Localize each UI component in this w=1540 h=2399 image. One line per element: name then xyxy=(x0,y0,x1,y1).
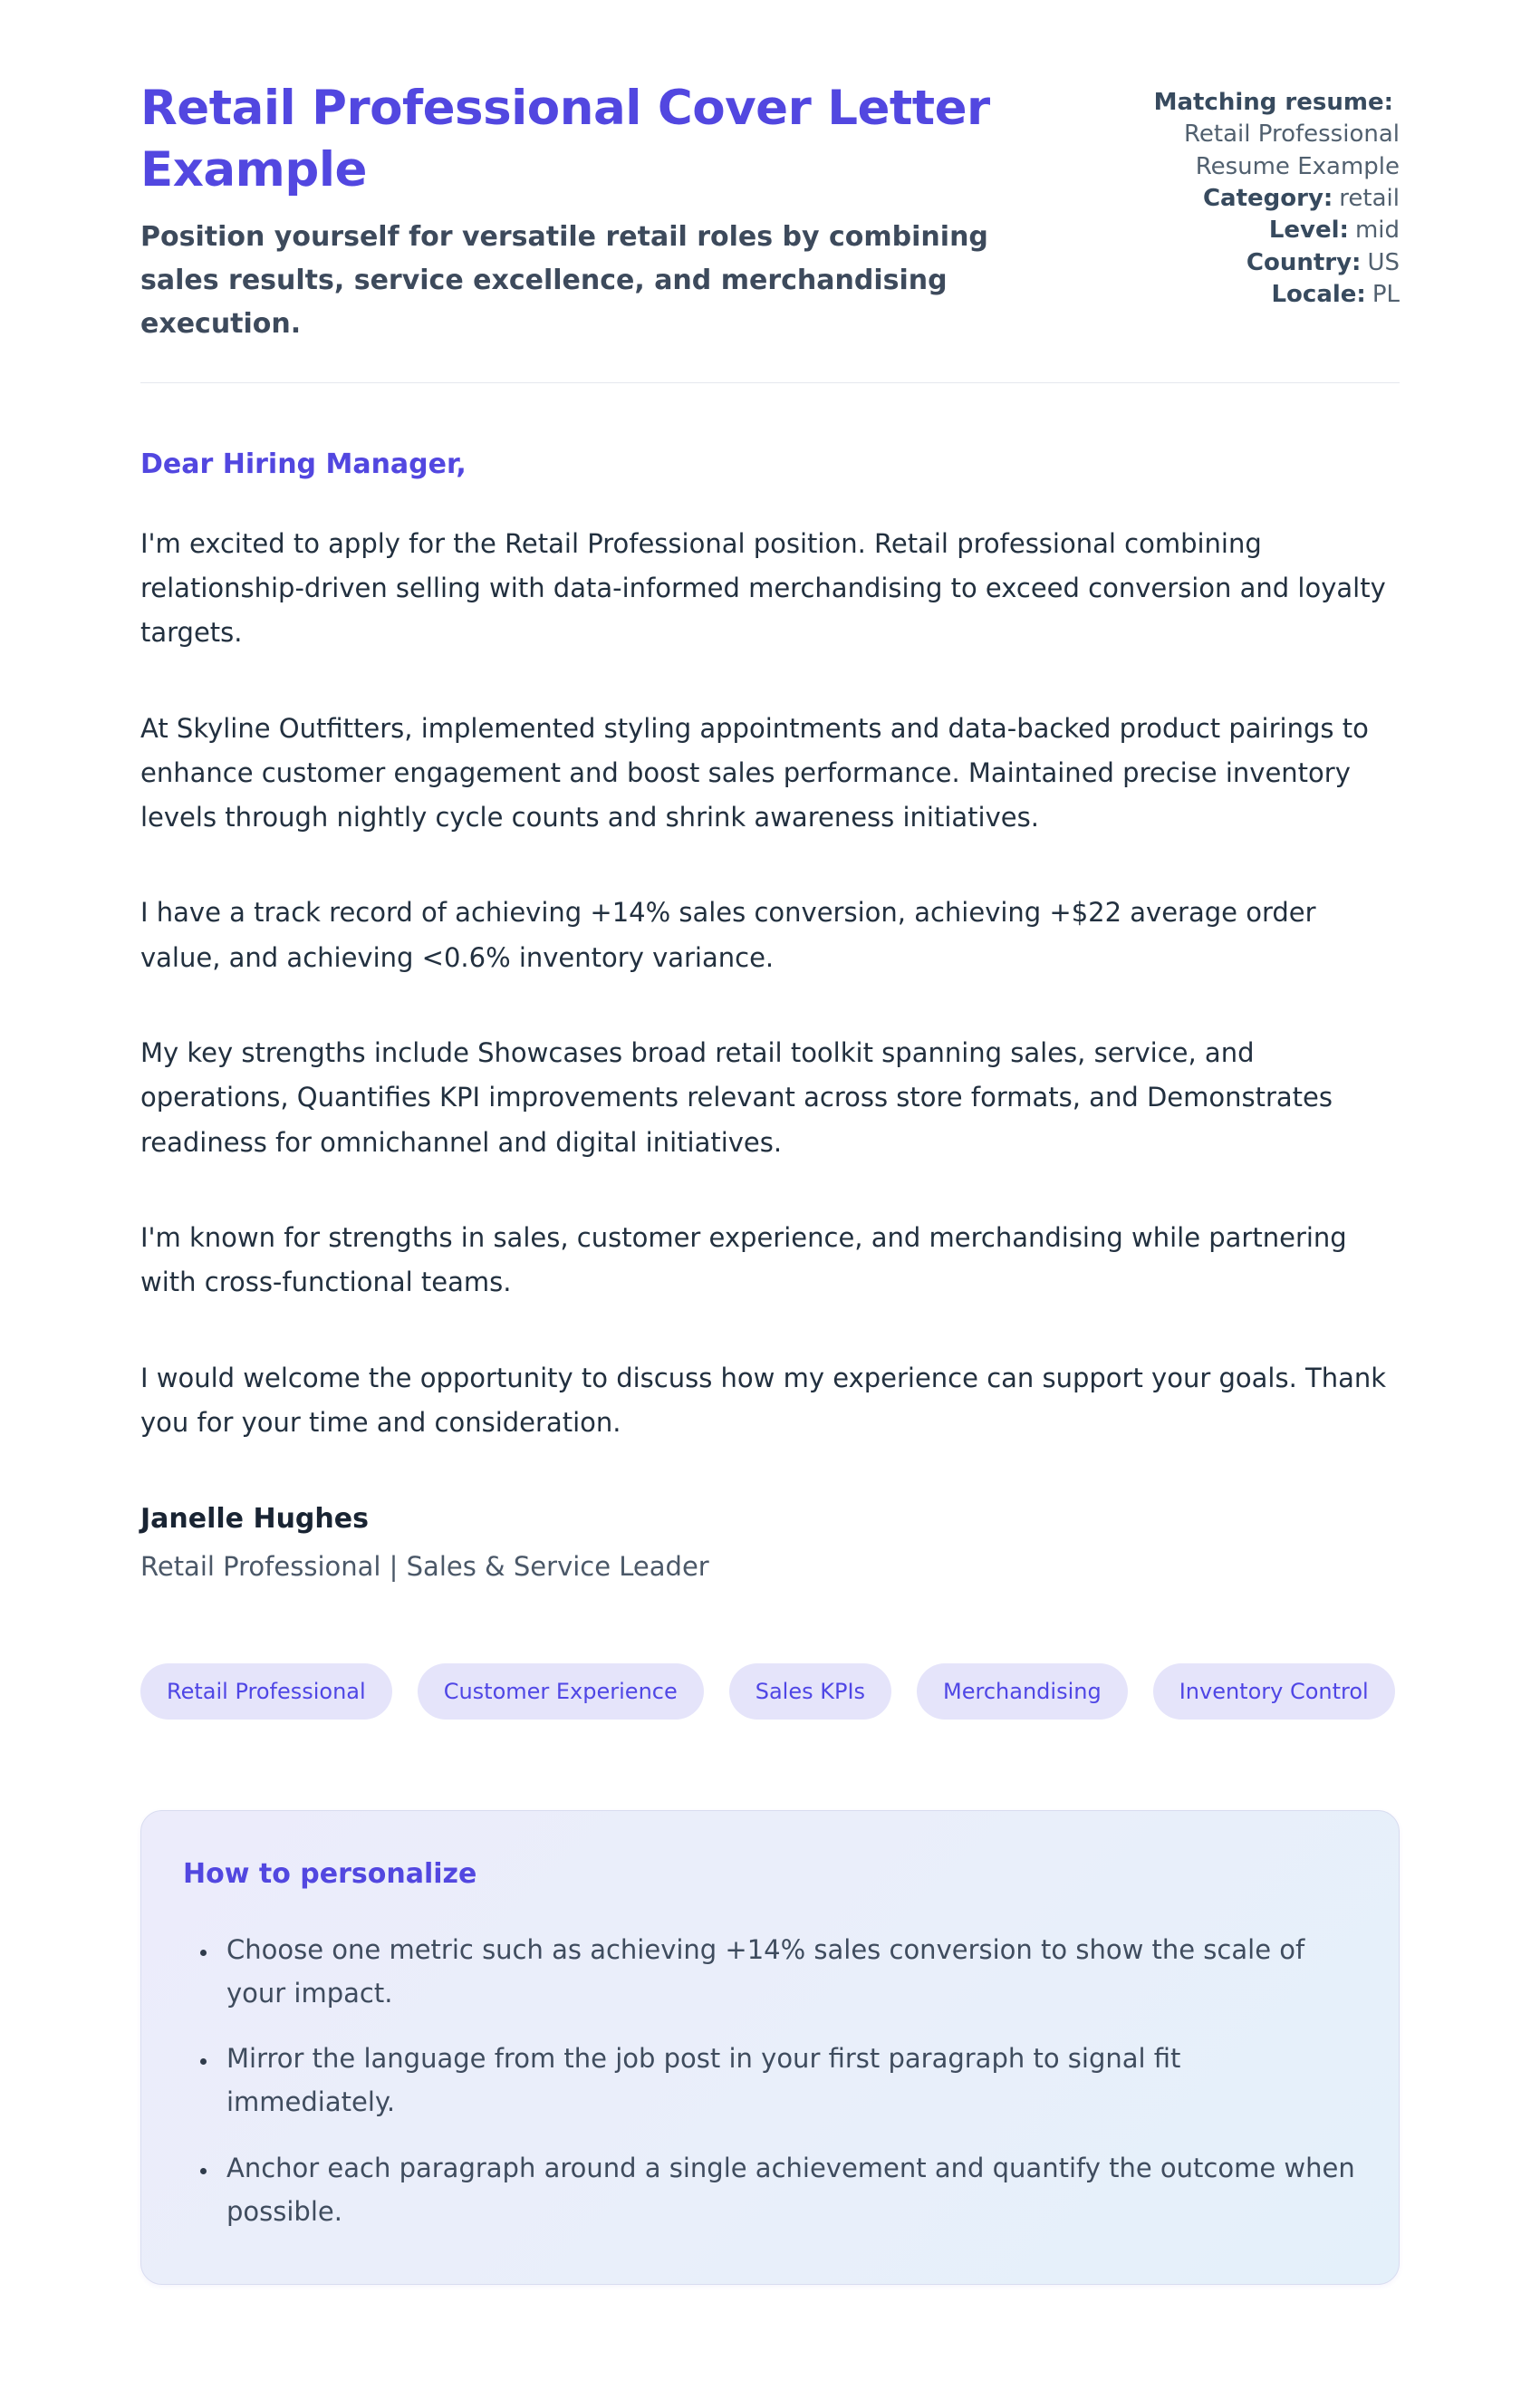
letter-paragraph-2: At Skyline Outfitters, implemented styling appointments and data-backed product pairings to enhance customer engagement and boost sales performance. Maintained precise inventory levels through nightly cycle counts and shrink awareness initiatives. xyxy=(140,712,1369,833)
letter-paragraph-4: My key strengths include Showcases broad retail toolkit spanning sales, service, and operations, Quantifies KPI improvements relevant across store formats, and Demonstrates readiness for omnichannel and digital initiatives. xyxy=(140,1037,1333,1158)
tips-heading: How to personalize xyxy=(183,1858,477,1891)
letter-greeting: Dear Hiring Manager, xyxy=(140,448,467,480)
page-subtitle: Position yourself for versatile retail roles by combining sales results, service excellence, and merchandising execution. xyxy=(140,220,988,340)
letter-paragraph-5: I'm known for strengths in sales, customer experience, and merchandising while partnering with cross-functional teams. xyxy=(140,1221,1347,1298)
tag-chip-retail-professional[interactable]: Retail Professional xyxy=(140,1663,392,1720)
meta-level xyxy=(1119,215,1400,246)
tag-chip-customer-experience[interactable]: Customer Experience xyxy=(418,1663,704,1720)
meta-country xyxy=(1119,247,1400,279)
page-container xyxy=(140,0,1400,2357)
meta-level-value: mid xyxy=(1354,217,1400,245)
tips-card xyxy=(140,1810,1400,2285)
tips-list xyxy=(183,1928,1357,2233)
tip-item-3: • Anchor each paragraph around a single achievement and quantify the outcome when possible. xyxy=(219,2146,1357,2233)
tag-list xyxy=(140,1663,1400,1720)
tip-item-2: • Mirror the language from the job post in your first paragraph to signal fit immediately. xyxy=(219,2037,1357,2124)
tag-chip-inventory-control[interactable]: Inventory Control xyxy=(1153,1663,1395,1720)
cover-letter-body xyxy=(140,448,1400,1582)
meta-matching-resume-label: Matching resume: xyxy=(1153,89,1393,116)
meta-locale-value: PL xyxy=(1372,281,1400,309)
tag-chip-merchandising[interactable]: Merchandising xyxy=(917,1663,1128,1720)
meta-locale xyxy=(1119,279,1400,311)
meta-country-label: Country: xyxy=(1246,248,1362,276)
letter-paragraph-1: I'm excited to apply for the Retail Professional position. Retail professional combining relationship-driven selling with data-informed merchandising to exceed conversion and loyalty targets. xyxy=(140,527,1386,649)
tag-chip-sales-kpis[interactable]: Sales KPIs xyxy=(729,1663,891,1720)
meta-category-value: retail xyxy=(1339,185,1400,213)
meta-category xyxy=(1119,183,1400,215)
meta-matching-resume-value: Retail Professional Resume Example xyxy=(1184,120,1400,180)
signature-name: Janelle Hughes xyxy=(140,1503,369,1536)
signature-block xyxy=(140,1503,1400,1582)
header-divider xyxy=(140,382,1400,383)
tip-item-1: • Choose one metric such as achieving +14% sales conversion to show the scale of your impact. xyxy=(219,1928,1357,2015)
meta-locale-label: Locale: xyxy=(1271,281,1366,309)
signature-role: Retail Professional | Sales & Service Leader xyxy=(140,1551,709,1583)
letter-paragraph-6: I would welcome the opportunity to discuss how my experience can support your goals. Thank you for your time and consideration. xyxy=(140,1362,1387,1438)
letter-paragraph-3: I have a track record of achieving +14% sales conversion, achieving +$22 average order value, and achieving <0.6% inventory variance. xyxy=(140,897,1316,973)
meta-panel xyxy=(1119,78,1400,312)
meta-category-label: Category: xyxy=(1202,185,1333,213)
page-header xyxy=(140,78,1400,346)
header-text-block xyxy=(140,78,1083,346)
meta-level-label: Level: xyxy=(1268,217,1349,245)
page-title: Retail Professional Cover Letter Example xyxy=(140,81,990,198)
meta-country-value: US xyxy=(1367,248,1400,276)
